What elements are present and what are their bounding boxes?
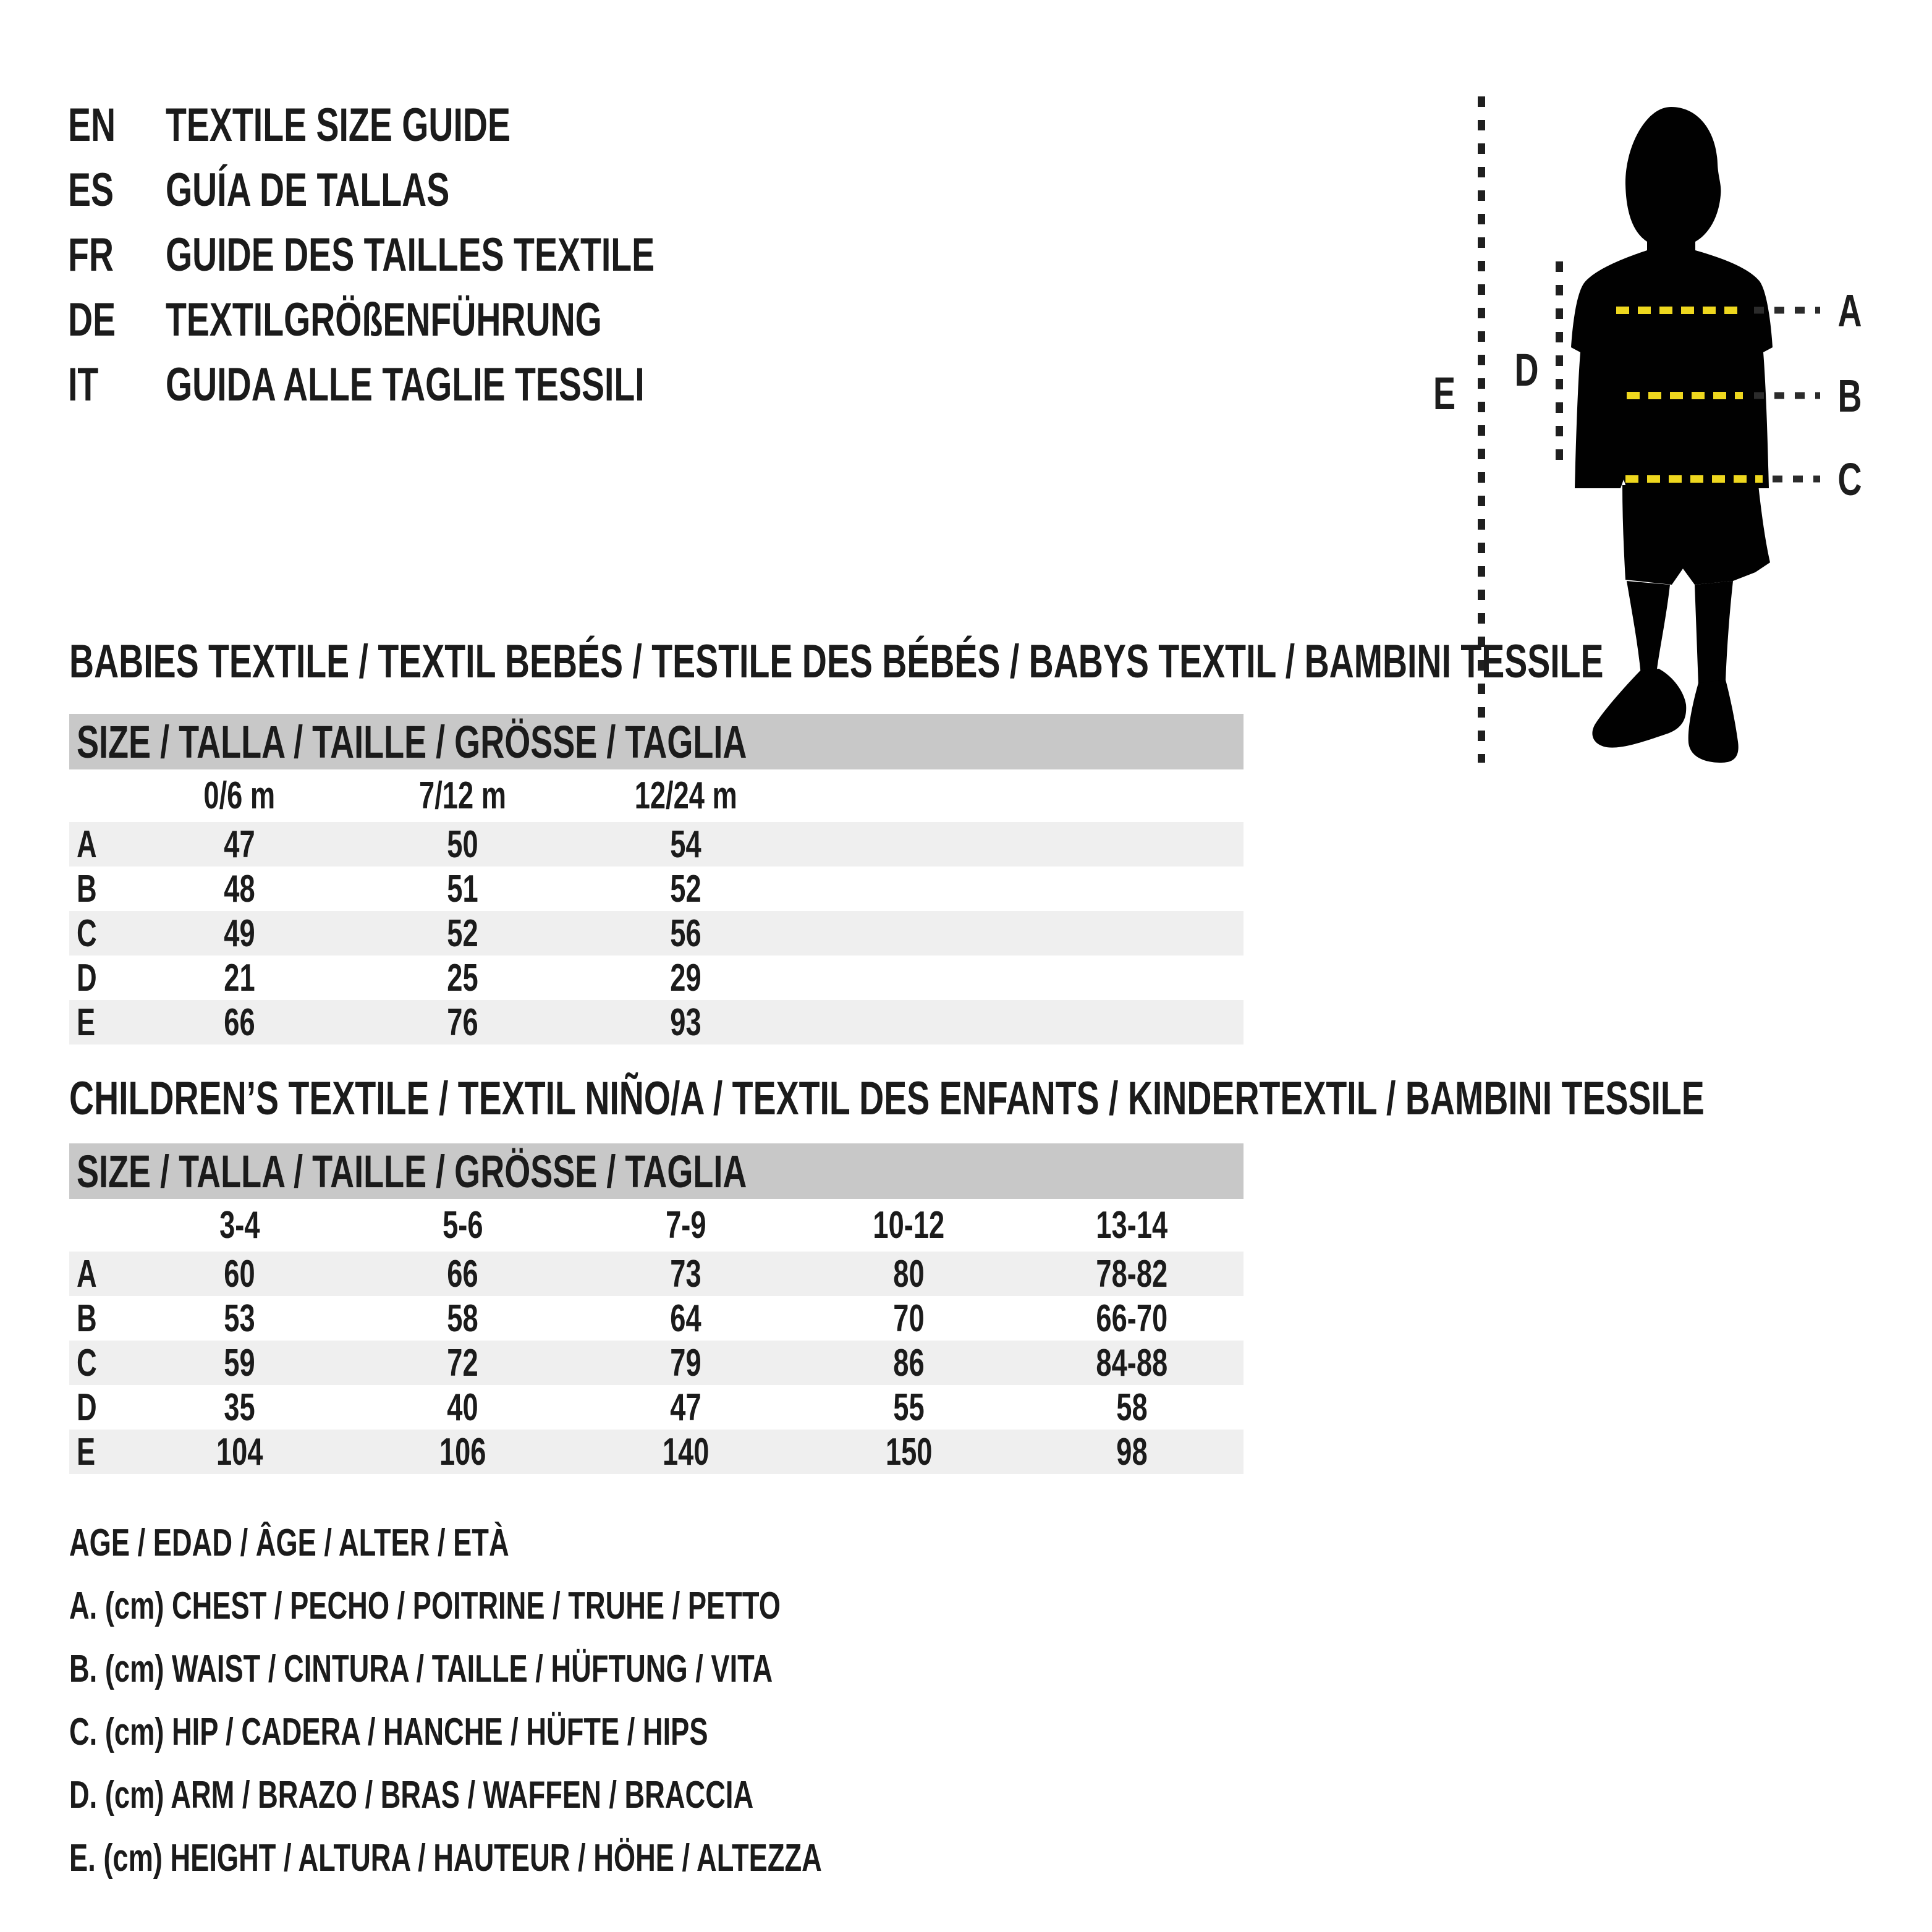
table-row (69, 822, 1244, 866)
row-label: C (77, 1341, 97, 1384)
table-value: 49 (224, 912, 255, 955)
legend-arm-line: D. (cm) ARM / BRAZO / BRAS / WAFFEN / BRACCIA (69, 1773, 754, 1816)
children-table-header: SIZE / TALLA / TAILLE / GRÖSSE / TAGLIA (69, 1143, 1244, 1199)
table-value: 50 (447, 823, 478, 866)
table-value: 59 (224, 1341, 255, 1384)
children-section-title: CHILDREN’S TEXTILE / TEXTIL NIÑO/A / TEXTIL DES ENFANTS / KINDERTEXTIL / BAMBINI TESSILE (69, 1072, 1705, 1125)
table-value: 66 (447, 1252, 478, 1295)
table-value: 104 (216, 1430, 263, 1473)
table-value: 52 (447, 912, 478, 955)
row-label: E (77, 1430, 96, 1473)
legend-height-line: E. (cm) HEIGHT / ALTURA / HAUTEUR / HÖHE / ALTEZZA (69, 1836, 822, 1879)
lang-code-de: DE (68, 294, 116, 346)
table-value: 40 (447, 1386, 478, 1429)
legend-chest-line: A. (cm) CHEST / PECHO / POITRINE / TRUHE / PETTO (69, 1584, 781, 1627)
table-value: 53 (224, 1297, 255, 1340)
lang-row-de (68, 287, 836, 352)
table-value: 25 (447, 956, 478, 999)
measure-label-chest: A (1837, 284, 1862, 336)
lang-row-fr (68, 222, 836, 287)
row-label: C (77, 912, 97, 955)
lang-row-en (68, 93, 836, 158)
page-title-it: GUIDA ALLE TAGLIE TESSILI (166, 358, 645, 411)
table-row (69, 1252, 1244, 1296)
table-value: 86 (893, 1341, 925, 1384)
table-value: 98 (1116, 1430, 1148, 1473)
row-label: B (77, 867, 97, 910)
row-label: B (77, 1297, 97, 1340)
column-header: 10-12 (873, 1204, 945, 1247)
table-row (69, 1341, 1244, 1385)
lang-code-es: ES (68, 164, 114, 216)
table-value: 29 (670, 956, 701, 999)
column-header: 7-9 (665, 1204, 706, 1247)
column-header: 13-14 (1096, 1204, 1168, 1247)
column-header: 5-6 (442, 1204, 483, 1247)
table-value: 47 (224, 823, 255, 866)
table-value: 58 (1116, 1386, 1148, 1429)
table-value: 73 (670, 1252, 701, 1295)
lang-row-es (68, 158, 836, 222)
column-header: 7/12 m (419, 774, 506, 817)
row-label: D (77, 1386, 97, 1429)
table-row (69, 911, 1244, 955)
table-row (69, 955, 1244, 1000)
table-value: 79 (670, 1341, 701, 1384)
table-row (69, 866, 1244, 911)
babies-section-title: BABIES TEXTILE / TEXTIL BEBÉS / TESTILE DES BÉBÉS / BABYS TEXTIL / BAMBINI TESSILE (69, 635, 1604, 688)
legend-age-line: AGE / EDAD / ÂGE / ALTER / ETÀ (69, 1521, 509, 1564)
column-header: 0/6 m (203, 774, 276, 817)
table-value: 72 (447, 1341, 478, 1384)
table-row (69, 1000, 1244, 1044)
table-value: 66-70 (1096, 1297, 1168, 1340)
table-value: 51 (447, 867, 478, 910)
babies-column-headers (69, 769, 1244, 822)
table-value: 70 (893, 1297, 925, 1340)
table-value: 47 (670, 1386, 701, 1429)
table-value: 52 (670, 867, 701, 910)
table-value: 60 (224, 1252, 255, 1295)
lang-code-en: EN (68, 99, 116, 151)
table-value: 93 (670, 1001, 701, 1044)
table-value: 35 (224, 1386, 255, 1429)
legend-waist-line: B. (cm) WAIST / CINTURA / TAILLE / HÜFTUNG / VITA (69, 1647, 773, 1690)
table-row (69, 1296, 1244, 1341)
table-value: 66 (224, 1001, 255, 1044)
column-header: 12/24 m (634, 774, 737, 817)
table-value: 150 (885, 1430, 933, 1473)
table-value: 76 (447, 1001, 478, 1044)
page-title-en: TEXTILE SIZE GUIDE (166, 99, 511, 151)
legend-hip-line: C. (cm) HIP / CADERA / HANCHE / HÜFTE / HIPS (69, 1710, 708, 1753)
measure-label-arm: D (1514, 344, 1539, 396)
measure-label-waist: B (1837, 370, 1862, 422)
table-value: 48 (224, 867, 255, 910)
column-header: 3-4 (219, 1204, 260, 1247)
babies-table-header: SIZE / TALLA / TAILLE / GRÖSSE / TAGLIA (69, 714, 1244, 769)
children-column-headers (69, 1199, 1244, 1252)
table-value: 55 (893, 1386, 925, 1429)
page-title-de: TEXTILGRÖßENFÜHRUNG (166, 294, 602, 346)
measure-label-height: E (1433, 367, 1456, 419)
babies-size-table (69, 714, 1244, 1044)
children-size-table (69, 1143, 1244, 1474)
table-value: 140 (662, 1430, 710, 1473)
row-label: E (77, 1001, 96, 1044)
page-title-es: GUÍA DE TALLAS (166, 164, 450, 216)
table-value: 84-88 (1096, 1341, 1168, 1384)
table-row (69, 1385, 1244, 1430)
table-row (69, 1430, 1244, 1474)
table-value: 80 (893, 1252, 925, 1295)
lang-row-it (68, 352, 836, 417)
table-value: 106 (439, 1430, 486, 1473)
row-label: D (77, 956, 97, 999)
table-value: 78-82 (1096, 1252, 1168, 1295)
lang-code-fr: FR (68, 229, 114, 281)
language-header (68, 93, 836, 417)
table-value: 56 (670, 912, 701, 955)
row-label: A (77, 1252, 97, 1295)
page-title-fr: GUIDE DES TAILLES TEXTILE (166, 229, 655, 281)
measurement-legend (69, 1511, 1100, 1889)
row-label: A (77, 823, 97, 866)
table-value: 64 (670, 1297, 701, 1340)
table-value: 58 (447, 1297, 478, 1340)
table-value: 54 (670, 823, 701, 866)
measure-label-hip: C (1837, 453, 1862, 505)
table-value: 21 (224, 956, 255, 999)
lang-code-it: IT (68, 358, 99, 411)
